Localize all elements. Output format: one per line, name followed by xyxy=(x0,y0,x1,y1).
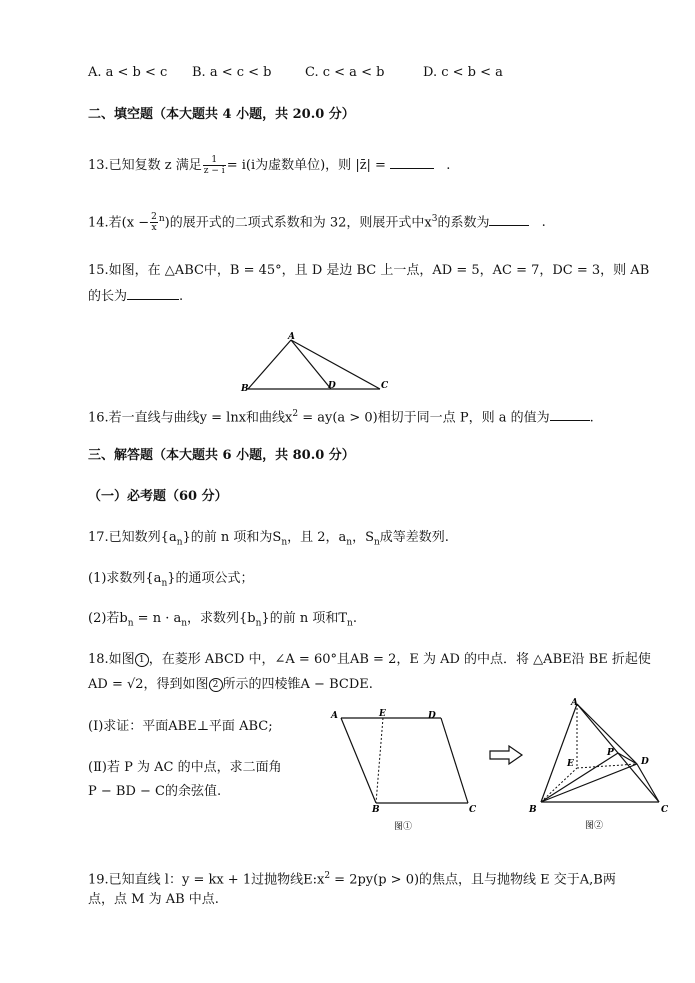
question-18-line2: AD = √2，得到如图 2 所示的四棱锥A − BCDE. xyxy=(88,677,373,692)
question-15-line2: 的长为 . xyxy=(88,289,184,304)
q14-end: . xyxy=(541,215,546,231)
section-title-solutions: 三、解答题（本大题共 6 小题，共 80.0 分） xyxy=(88,448,355,463)
question-18-part2: (Ⅱ)若 P 为 AC 的中点，求二面角 xyxy=(88,760,282,775)
option-b: B. a < c < b xyxy=(192,65,272,80)
question-17-part2: (2)若$b_n = n \cdot a_n$，求数列$\{b_n\}$的前 n 项和$T_n$. xyxy=(88,611,357,629)
fig2-label-a: A xyxy=(571,698,578,708)
q13-tail: . xyxy=(446,158,451,173)
fig1-caption: 图① xyxy=(394,822,413,832)
fig1-label-c: C xyxy=(469,805,477,815)
q15-label-a: A xyxy=(288,332,295,342)
question-17: 17.已知数列$\{a_n\}$的前 n 项和为$S_n$，且 2，$a_n$，$S_n$成等差数列. xyxy=(88,530,449,548)
circle-1-marker: 1 xyxy=(135,653,149,667)
fig2-label-c: C xyxy=(661,805,669,815)
question-16: 16.若一直线与曲线y = lnx和曲线$x^2 = ay(a > 0)$相切于同一点 P，则 a 的值为 . xyxy=(88,409,594,426)
q15-label-d: D xyxy=(328,381,336,391)
q14-prefix: 14.若(x − xyxy=(88,215,150,231)
fig2-label-p: P xyxy=(607,748,614,758)
question-18-part1: (Ⅰ)求证：平面ABE⊥平面 ABC; xyxy=(88,719,273,734)
circle-2-marker: 2 xyxy=(209,678,223,692)
q18-figure-2 xyxy=(525,698,675,833)
fig2-label-b: B xyxy=(529,805,537,815)
q18-figure-1 xyxy=(326,706,486,836)
q13-mid: = i(i为虚数单位)，则 xyxy=(226,158,352,173)
question-14 xyxy=(88,210,546,233)
section-title-fill-in: 二、填空题（本大题共 4 小题，共 20.0 分） xyxy=(88,107,355,122)
right-arrow-icon xyxy=(487,744,527,766)
q15-triangle-figure xyxy=(238,332,398,394)
q14-mid: )的展开式的二项式系数和为 32，则展开式中x xyxy=(164,215,432,231)
q13-fraction: $\frac{1}{z - i}$ xyxy=(203,155,225,176)
q14-exponent: n xyxy=(158,214,165,224)
question-17-part1: (1)求数列$\{a_n\}$的通项公式； xyxy=(88,571,254,589)
fig1-label-a: A xyxy=(331,711,338,721)
part-title-required: （一）必考题（60 分） xyxy=(88,489,228,504)
q14-sup: 3 xyxy=(431,214,438,224)
q15-answer-blank[interactable] xyxy=(127,287,179,300)
q14-answer-blank[interactable] xyxy=(489,213,529,226)
question-19-line1: 19.已知直线 l：y = kx + 1过抛物线$E:x^2 = 2py(p > 0)$的焦点，且与抛物线 E 交于A,B两 xyxy=(88,871,616,888)
question-19-line2: 点，点 M 为 AB 中点. xyxy=(88,892,219,907)
fig1-label-e: E xyxy=(379,709,386,719)
question-18-part2-cont: P − BD − C的余弦值. xyxy=(88,784,222,799)
question-15-line1: 15.如图，在 △ABC中，B = 45°，且 D 是边 BC 上一点，AD = 5，AC = 7，DC = 3，则 AB xyxy=(88,263,650,278)
option-d: D. c < b < a xyxy=(423,65,503,80)
q16-answer-blank[interactable] xyxy=(550,408,590,421)
fig1-label-d: D xyxy=(428,711,436,721)
fig2-caption: 图② xyxy=(585,821,604,831)
q13-abs: |z̄| = xyxy=(355,158,386,173)
question-13 xyxy=(88,155,450,176)
q14-fraction: $\frac{2}{x}$ xyxy=(151,212,157,234)
q14-tail: 的系数为 xyxy=(437,215,490,231)
q15-label-c: C xyxy=(381,381,389,391)
option-c: C. c < a < b xyxy=(305,65,385,80)
fig2-label-e: E xyxy=(567,759,574,769)
q15-label-b: B xyxy=(241,384,249,394)
q13-prefix: 13.已知复数 z 满足 xyxy=(88,158,202,173)
question-18-line1: 18.如图 1 ，在菱形 ABCD 中，∠A = 60°且AB = 2，E 为 AD 的中点．将 △ABE沿 BE 折起使 xyxy=(88,652,651,667)
q13-answer-blank[interactable] xyxy=(390,156,434,169)
option-a: A. a < b < c xyxy=(88,65,168,80)
fig1-label-b: B xyxy=(372,805,380,815)
fig2-label-d: D xyxy=(641,757,649,767)
